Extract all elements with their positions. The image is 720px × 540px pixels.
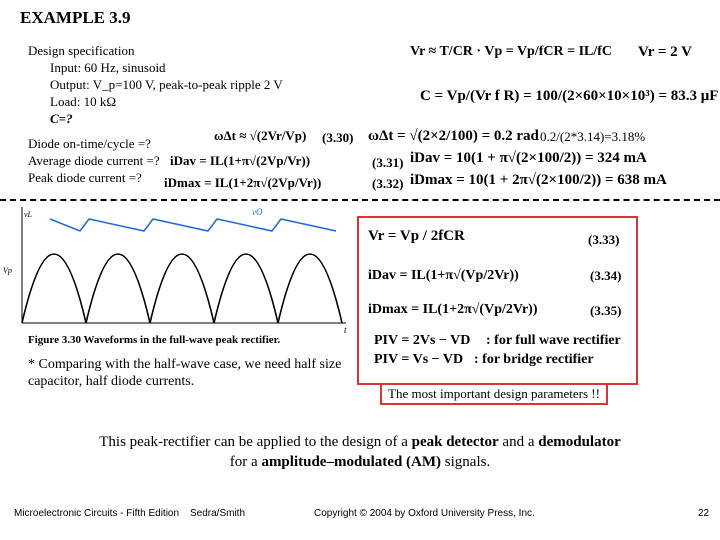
remark-am: amplitude–modulated (AM) [261,454,442,470]
remark-demodulator: demodulator [538,434,621,450]
remark-text-3: for a [229,454,262,470]
label-vo: vO [252,207,263,217]
comparison-note: * Comparing with the half-wave case, we need half size capacitor, half diode currents. [28,357,342,389]
question-avg-current: Average diode current =? [28,153,160,168]
vr-formula: Vr ≈ T/CR · Vp = Vp/fCR = IL/fC [410,44,613,59]
remark-text-2: and a [498,434,539,450]
key-params-note: The most important design parameters !! [380,383,608,405]
slide-title: EXAMPLE 3.9 [20,8,131,27]
box-idav-eq: iDav = IL(1+π√(Vp/2Vr)) [368,268,519,283]
section-divider [0,199,720,201]
vo-curve [50,219,336,231]
figure-caption: Figure 3.30 Waveforms in the full-wave peak rectifier. [28,334,281,346]
box-tag-334: (3.34) [590,268,622,283]
c-result: C = Vp/(Vr f R) = 100/(2×60×10×10³) = 83.3 μF [420,88,719,104]
wdt-result: ωΔt = √(2×2/100) = 0.2 rad [368,128,539,144]
piv-full-text: : for full wave rectifier [486,333,621,348]
percent-note: 0.2/(2*3.14)=3.18% [540,129,646,144]
questions [28,135,160,186]
spec-input: Input: 60 Hz, sinusoid [50,60,166,75]
idav-formula: iDav = IL(1+π√(2Vp/Vr)) [170,153,311,168]
footer-book: Microelectronic Circuits - Fifth Edition [14,508,180,519]
idmax-formula: iDmax = IL(1+2π√(2Vp/Vr)) [164,175,322,190]
piv-bridge-text: : for bridge rectifier [474,352,594,367]
box-tag-333: (3.33) [588,232,620,247]
page-number: 22 [698,508,710,519]
remark-peak-detector: peak detector [411,434,499,450]
design-spec [28,42,283,127]
spec-output: Output: V_p=100 V, peak-to-peak ripple 2 V [50,77,283,92]
vr-given: Vr = 2 V [638,44,692,60]
piv-full-eq: PIV = 2Vs − VD [374,333,471,348]
question-on-time: Diode on-time/cycle =? [28,136,151,151]
idav-result: iDav = 10(1 + π√(2×100/2)) = 324 mA [410,150,647,166]
idmax-tag: (3.32) [372,176,404,191]
idav-tag: (3.31) [372,155,404,170]
footer-authors: Sedra/Smith [190,508,246,519]
spec-c: C=? [50,111,73,126]
label-t: t [344,325,347,335]
box-idmax-eq: iDmax = IL(1+2π√(Vp/2Vr)) [368,302,538,317]
waveform-figure [0,205,356,335]
remark-text-4: signals. [441,454,491,470]
label-vl: vL [24,210,32,219]
remark-text-1: This peak-rectifier can be applied to the design of a [99,434,412,450]
application-remark [20,432,700,472]
footer-copyright: Copyright © 2004 by Oxford University Press, Inc. [314,508,535,519]
piv-bridge-eq: PIV = Vs − VD [374,352,464,367]
spec-load: Load: 10 kΩ [50,94,116,109]
box-tag-335: (3.35) [590,303,622,318]
box-vr-eq: Vr = Vp / 2fCR [368,228,465,244]
wdt-tag: (3.30) [322,130,354,145]
rectified-wave [22,254,342,323]
idmax-result: iDmax = 10(1 + 2π√(2×100/2)) = 638 mA [410,172,667,188]
question-peak-current: Peak diode current =? [28,170,142,185]
wdt-formula: ωΔt ≈ √(2Vr/Vp) [214,128,307,143]
label-vp: Vp [3,266,12,275]
spec-heading: Design specification [28,43,135,58]
